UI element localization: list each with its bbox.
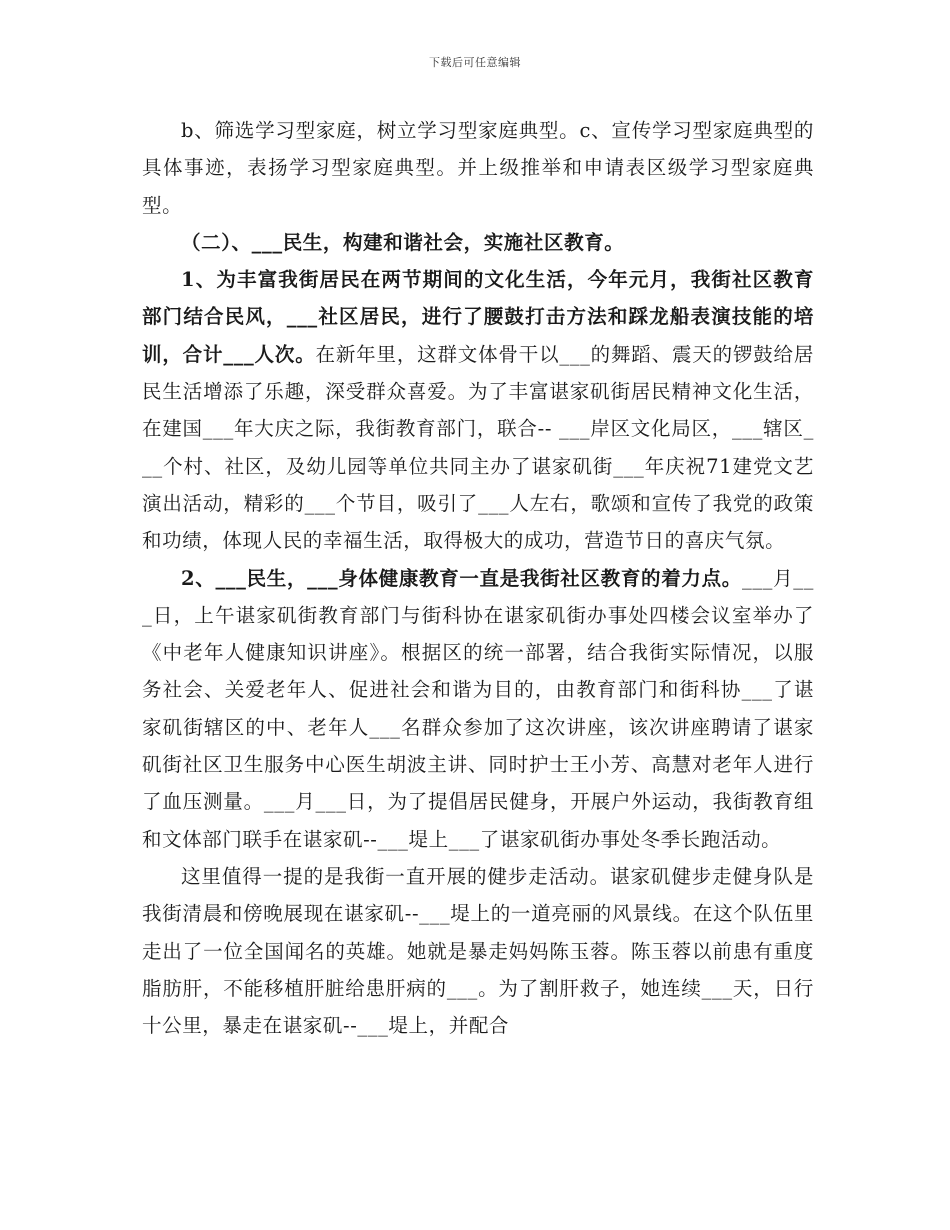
paragraph-walking-team: 这里值得一提的是我街一直开展的健步走活动。谌家矶健步走健身队是我街清晨和傍晚展现在谌家矶--___堤上的一道亮丽的风景线。在这个队伍里走出了一位全国闻名的英雄。她就是暴走妈妈陈玉蓉。陈玉蓉以前患有重度脂肪肝，不能移植肝脏给患肝病的___。为了割肝救子，她连续___天，日行十公里，暴走在谌家矶--___堤上，并配合 <box>142 864 814 1038</box>
paragraph-learning-families: b、筛选学习型家庭，树立学习型家庭典型。c、宣传学习型家庭典型的具体事迹，表扬学习型家庭典型。并上级推举和申请表区级学习型家庭典型。 <box>142 119 814 217</box>
paragraph-text: ___月___日，上午谌家矶街教育部门与街科协在谌家矶街办事处四楼会议室举办了《中老年人健康知识讲座》。根据区的统一部署，结合我街实际情况，以服务社会、关爱老年人、促进社会和谐为目的，由教育部门和街科协___了谌家矶街辖区的中、老年人___名群众参加了这次讲座，该次讲座聘请了谌家矶街社区卫生服务中心医生胡波主讲、同时护士王小芳、高慧对老年人进行了血压测量。___月___日，为了提倡居民健身，开展户外运动，我街教育组和文体部门联手在谌家矶--___堤上___了谌家矶街办事处冬季长跑活动。 <box>142 566 814 851</box>
document-body <box>142 112 814 1044</box>
paragraph-health-education <box>142 560 814 858</box>
paragraph-lead-bold: 1、为丰富我街居民在两节期间的文化生活，今年元月，我街社区教育部门结合民风，___社区居民，进行了腰鼓打击方法和踩龙船表演技能的培训，合计___人次。 <box>142 268 814 366</box>
paragraph-text: 在新年里，这群文体骨干以___的舞蹈、震天的锣鼓给居民生活增添了乐趣，深受群众喜爱。为了丰富谌家矶街居民精神文化生活，在建国___年大庆之际，我街教育部门，联合-- ___岸区文化局区，___辖区___个村、社区，及幼儿园等单位共同主办了谌家矶街___年庆祝71建党文艺演出活动，精彩的___个节目，吸引了___人左右，歌颂和宣传了我党的政策和功绩，体现人民的幸福生活，取得极大的成功，营造节日的喜庆气氛。 <box>142 342 814 553</box>
section-heading-2: （二）、___民生，构建和谐社会，实施社区教育。 <box>181 230 625 254</box>
paragraph-culture-activities <box>142 261 814 559</box>
page-header-note: 下载后可任意编辑 <box>429 56 521 69</box>
paragraph-lead-bold: 2、___民生，___身体健康教育一直是我街社区教育的着力点。 <box>181 566 742 590</box>
